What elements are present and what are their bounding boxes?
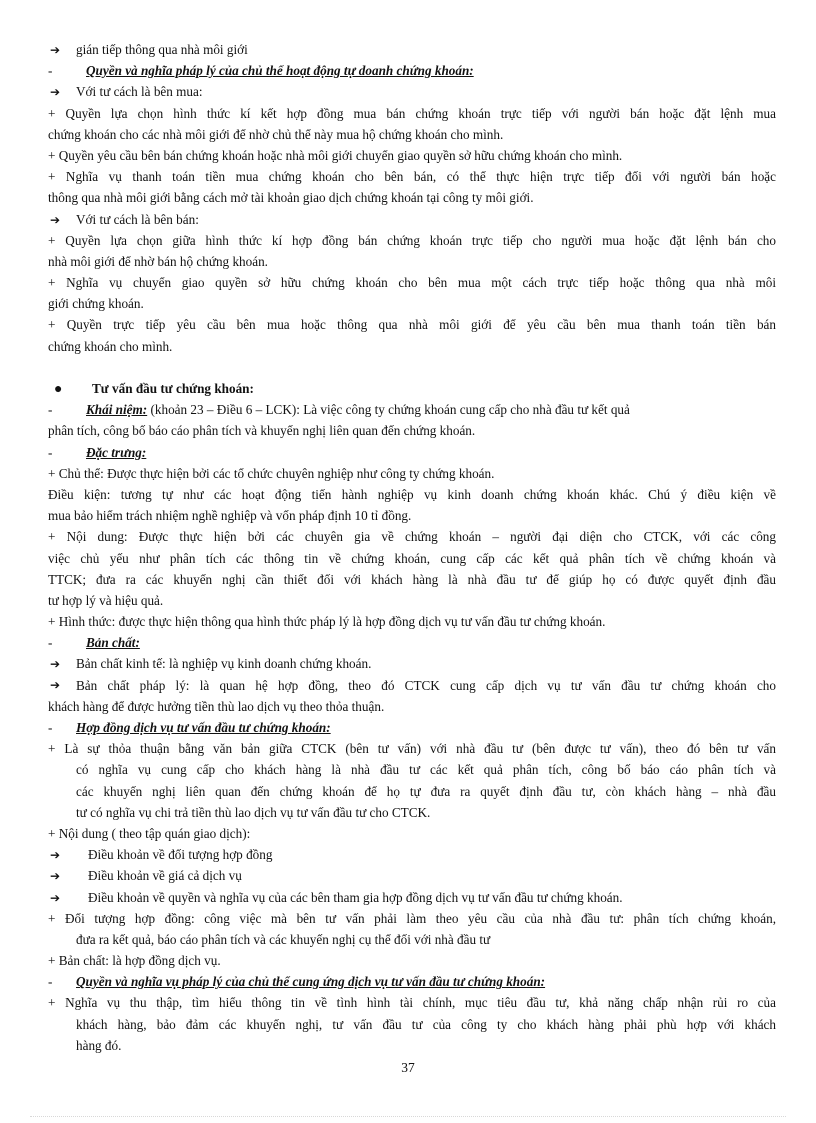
line-text: khách hàng để được hưởng tiền thù lao dịch vụ theo thỏa thuận. (48, 698, 385, 714)
text-line-l7: + Nghĩa vụ thanh toán tiền mua chứng khoán cho bên bán, có thể thực hiện trực tiếp đối với người bán hoặc (48, 169, 776, 185)
text-line-l5 (48, 124, 776, 145)
text-line-l31 (48, 675, 776, 696)
page-number: 37 (401, 1060, 415, 1075)
text-line-l45 (48, 971, 776, 992)
text-line-l20 (48, 442, 776, 463)
text-line-l19 (48, 420, 776, 441)
text-line-l27 (48, 590, 776, 611)
text-line-l16 (48, 357, 776, 378)
text-line-l32 (48, 696, 776, 717)
text-line-l37 (48, 802, 776, 823)
text-line-l26: TTCK; đưa ra các khuyến nghị cần thiết đối với khách hàng là nhà đầu tư để giúp họ có được quyết định đầu (48, 571, 776, 587)
section-label: Đặc trưng: (86, 444, 147, 460)
text-line-l1 (48, 39, 776, 60)
line-text: nhà môi giới để nhờ bán hộ chứng khoán. (48, 253, 268, 269)
section-label: Bản chất: (86, 635, 140, 651)
text-line-l8 (48, 187, 776, 208)
text-line-l23 (48, 505, 776, 526)
text-line-l33 (48, 717, 776, 738)
text-line-l40 (48, 865, 776, 886)
dash-marker: - (48, 635, 53, 651)
document-body (48, 39, 776, 1056)
line-text: + Chủ thể: Được thực hiện bởi các tổ chức chuyên nghiệp như công ty chứng khoán. (48, 465, 495, 481)
line-text: tư hợp lý và hiệu quả. (48, 592, 164, 608)
dash-marker: - (48, 444, 53, 460)
line-text: Tư vấn đầu tư chứng khoán: (92, 381, 254, 396)
line-text: Với tư cách là bên bán: (76, 211, 199, 227)
arrow-icon: ➔ (50, 848, 61, 863)
line-text: + Quyền yêu cầu bên bán chứng khoán hoặc nhà môi giới chuyển giao quyền sở hữu chứng khoán cho mình. (48, 147, 623, 163)
arrow-icon: ➔ (50, 212, 61, 227)
line-text: tư có nghĩa vụ chi trả tiền thù lao dịch vụ tư vấn đầu tư cho CTCK. (76, 804, 431, 820)
arrow-icon: ➔ (50, 677, 61, 692)
line-text: mua bảo hiểm trách nhiệm nghề nghiệp và vốn pháp định 10 tỉ đồng. (48, 508, 412, 524)
text-line-l2 (48, 60, 776, 81)
line-text: Điều khoản về giá cả dịch vụ (88, 868, 242, 884)
line-text: Điều khoản về quyền và nghĩa vụ của các bên tham gia hợp đồng dịch vụ tư vấn đầu tư chứng khoán. (88, 889, 623, 905)
text-line-l15 (48, 336, 776, 357)
text-line-l29 (48, 632, 776, 653)
text-line-l30 (48, 653, 776, 674)
arrow-icon: ➔ (50, 85, 61, 100)
arrow-icon: ➔ (50, 657, 61, 672)
text-line-l6 (48, 145, 776, 166)
bullet-icon: ● (54, 382, 63, 397)
text-line-l48 (48, 1035, 776, 1056)
line-text: Với tư cách là bên mua: (76, 84, 203, 100)
footer-divider (30, 1116, 786, 1117)
text-line-l9 (48, 209, 776, 230)
text-line-l22: Điều kiện: tương tự như các hoạt động tiến hành nghiệp vụ kinh doanh chứng khoán khác. Chú ý điều kiện về (48, 486, 776, 502)
text-line-l36: các khuyến nghị liên quan đến chứng khoán để họ tự đưa ra quyết định đầu tư, còn khách hàng – nhà đầu (76, 783, 776, 799)
text-line-l4: + Quyền lựa chọn hình thức kí kết hợp đồng mua bán chứng khoán trực tiếp với người bán hoặc đặt lệnh mua (48, 105, 776, 121)
text-line-l24: + Nội dung: Được thực hiện bởi các chuyên gia về chứng khoán – người đại diện cho CTCK, với các công (48, 529, 776, 545)
text-line-l44 (48, 950, 776, 971)
text-line-l43 (48, 929, 776, 950)
line-text: chứng khoán cho các nhà môi giới để nhờ chủ thể này mua hộ chứng khoán cho mình. (48, 126, 504, 142)
text-line-l14: + Quyền trực tiếp yêu cầu bên mua hoặc thông qua nhà môi giới để yêu cầu bên mua thanh toán tiền bán (48, 317, 776, 333)
line-text: + Nội dung ( theo tập quán giao dịch): (48, 825, 251, 841)
line-text: phân tích, công bố báo cáo phân tích và khuyến nghị liên quan đến chứng khoán. (48, 423, 476, 439)
line-text: Bản chất pháp lý: là quan hệ hợp đồng, theo đó CTCK cung cấp dịch vụ tư vấn đầu tư chứng khoán cho (76, 677, 776, 693)
text-line-l10: + Quyền lựa chọn giữa hình thức kí hợp đồng bán chứng khoán trực tiếp cho người mua hoặc đặt lệnh bán cho (48, 232, 776, 248)
line-text: (khoản 23 – Điều 6 – LCK): Là việc công ty chứng khoán cung cấp cho nhà đầu tư kết quả (147, 402, 630, 418)
text-line-l18 (48, 399, 776, 420)
line-text: Quyền và nghĩa vụ pháp lý của chủ thể cung ứng dịch vụ tư vấn đầu tư chứng khoán: (76, 974, 546, 990)
dash-marker: - (48, 974, 53, 990)
text-line-l47: khách hàng, bảo đảm các khuyến nghị, tư vấn đầu tư của công ty cho khách hàng phải phù hợp với khách (76, 1016, 776, 1032)
text-line-l21 (48, 463, 776, 484)
text-line-l38 (48, 823, 776, 844)
text-line-l12: + Nghĩa vụ chuyển giao quyền sở hữu chứng khoán cho bên mua một cách trực tiếp hoặc thông qua nhà môi (48, 275, 776, 291)
text-line-l25: việc chủ yếu như phân tích các thông tin về chứng khoán, cung cấp các kết quả phân tích về chứng khoán và (48, 550, 776, 566)
arrow-icon: ➔ (50, 869, 61, 884)
line-text: hàng đó. (76, 1037, 122, 1053)
text-line-l13 (48, 293, 776, 314)
text-line-l42: + Đối tượng hợp đồng: công việc mà bên tư vấn phải làm theo yêu cầu của nhà đầu tư: phân tích chứng khoán, (48, 910, 776, 926)
text-line-l35: có nghĩa vụ cung cấp cho khách hàng là nhà đầu tư các kết quả phân tích, công bố báo cáo phân tích và (76, 762, 776, 778)
text-line-l39 (48, 844, 776, 865)
line-text: chứng khoán cho mình. (48, 338, 173, 354)
arrow-icon: ➔ (50, 890, 61, 905)
line-text: Hợp đồng dịch vụ tư vấn đầu tư chứng khoán: (76, 720, 331, 735)
line-text: Quyền và nghĩa pháp lý của chủ thể hoạt động tự doanh chứng khoán: (86, 63, 474, 79)
dash-marker: - (48, 720, 53, 735)
line-text: đưa ra kết quả, báo cáo phân tích và các khuyến nghị cụ thể đối với nhà đầu tư (76, 931, 491, 947)
section-label: Khái niệm: (86, 402, 148, 418)
text-line-l34: + Là sự thỏa thuận bằng văn bản giữa CTCK (bên tư vấn) với nhà đầu tư (bên được tư vấn), theo đó bên tư vấn (48, 741, 776, 757)
text-line-l3 (48, 81, 776, 102)
text-line-l17 (48, 378, 776, 399)
line-text: Bản chất kinh tế: là nghiệp vụ kinh doanh chứng khoán. (76, 656, 372, 672)
text-line-l46: + Nghĩa vụ thu thập, tìm hiểu thông tin về tình hình tài chính, mục tiêu đầu tư, khả năng chấp nhận rủi ro của (48, 995, 776, 1011)
text-line-l28 (48, 611, 776, 632)
dash-marker: - (48, 63, 53, 79)
line-text: + Bản chất: là hợp đồng dịch vụ. (48, 953, 221, 969)
text-line-l11 (48, 251, 776, 272)
dash-marker: - (48, 402, 53, 418)
line-text: gián tiếp thông qua nhà môi giới (76, 42, 248, 57)
line-text: Điều khoản về đối tượng hợp đồng (88, 847, 273, 863)
text-line-l41 (48, 887, 776, 908)
line-text: + Hình thức: được thực hiện thông qua hình thức pháp lý là hợp đồng dịch vụ tư vấn đầu tư chứng khoán. (48, 614, 606, 630)
line-text: giới chứng khoán. (48, 296, 144, 312)
line-text: thông qua nhà môi giới bằng cách mở tài khoản giao dịch chứng khoán tại công ty môi giới. (48, 190, 534, 206)
arrow-icon: ➔ (50, 43, 61, 57)
